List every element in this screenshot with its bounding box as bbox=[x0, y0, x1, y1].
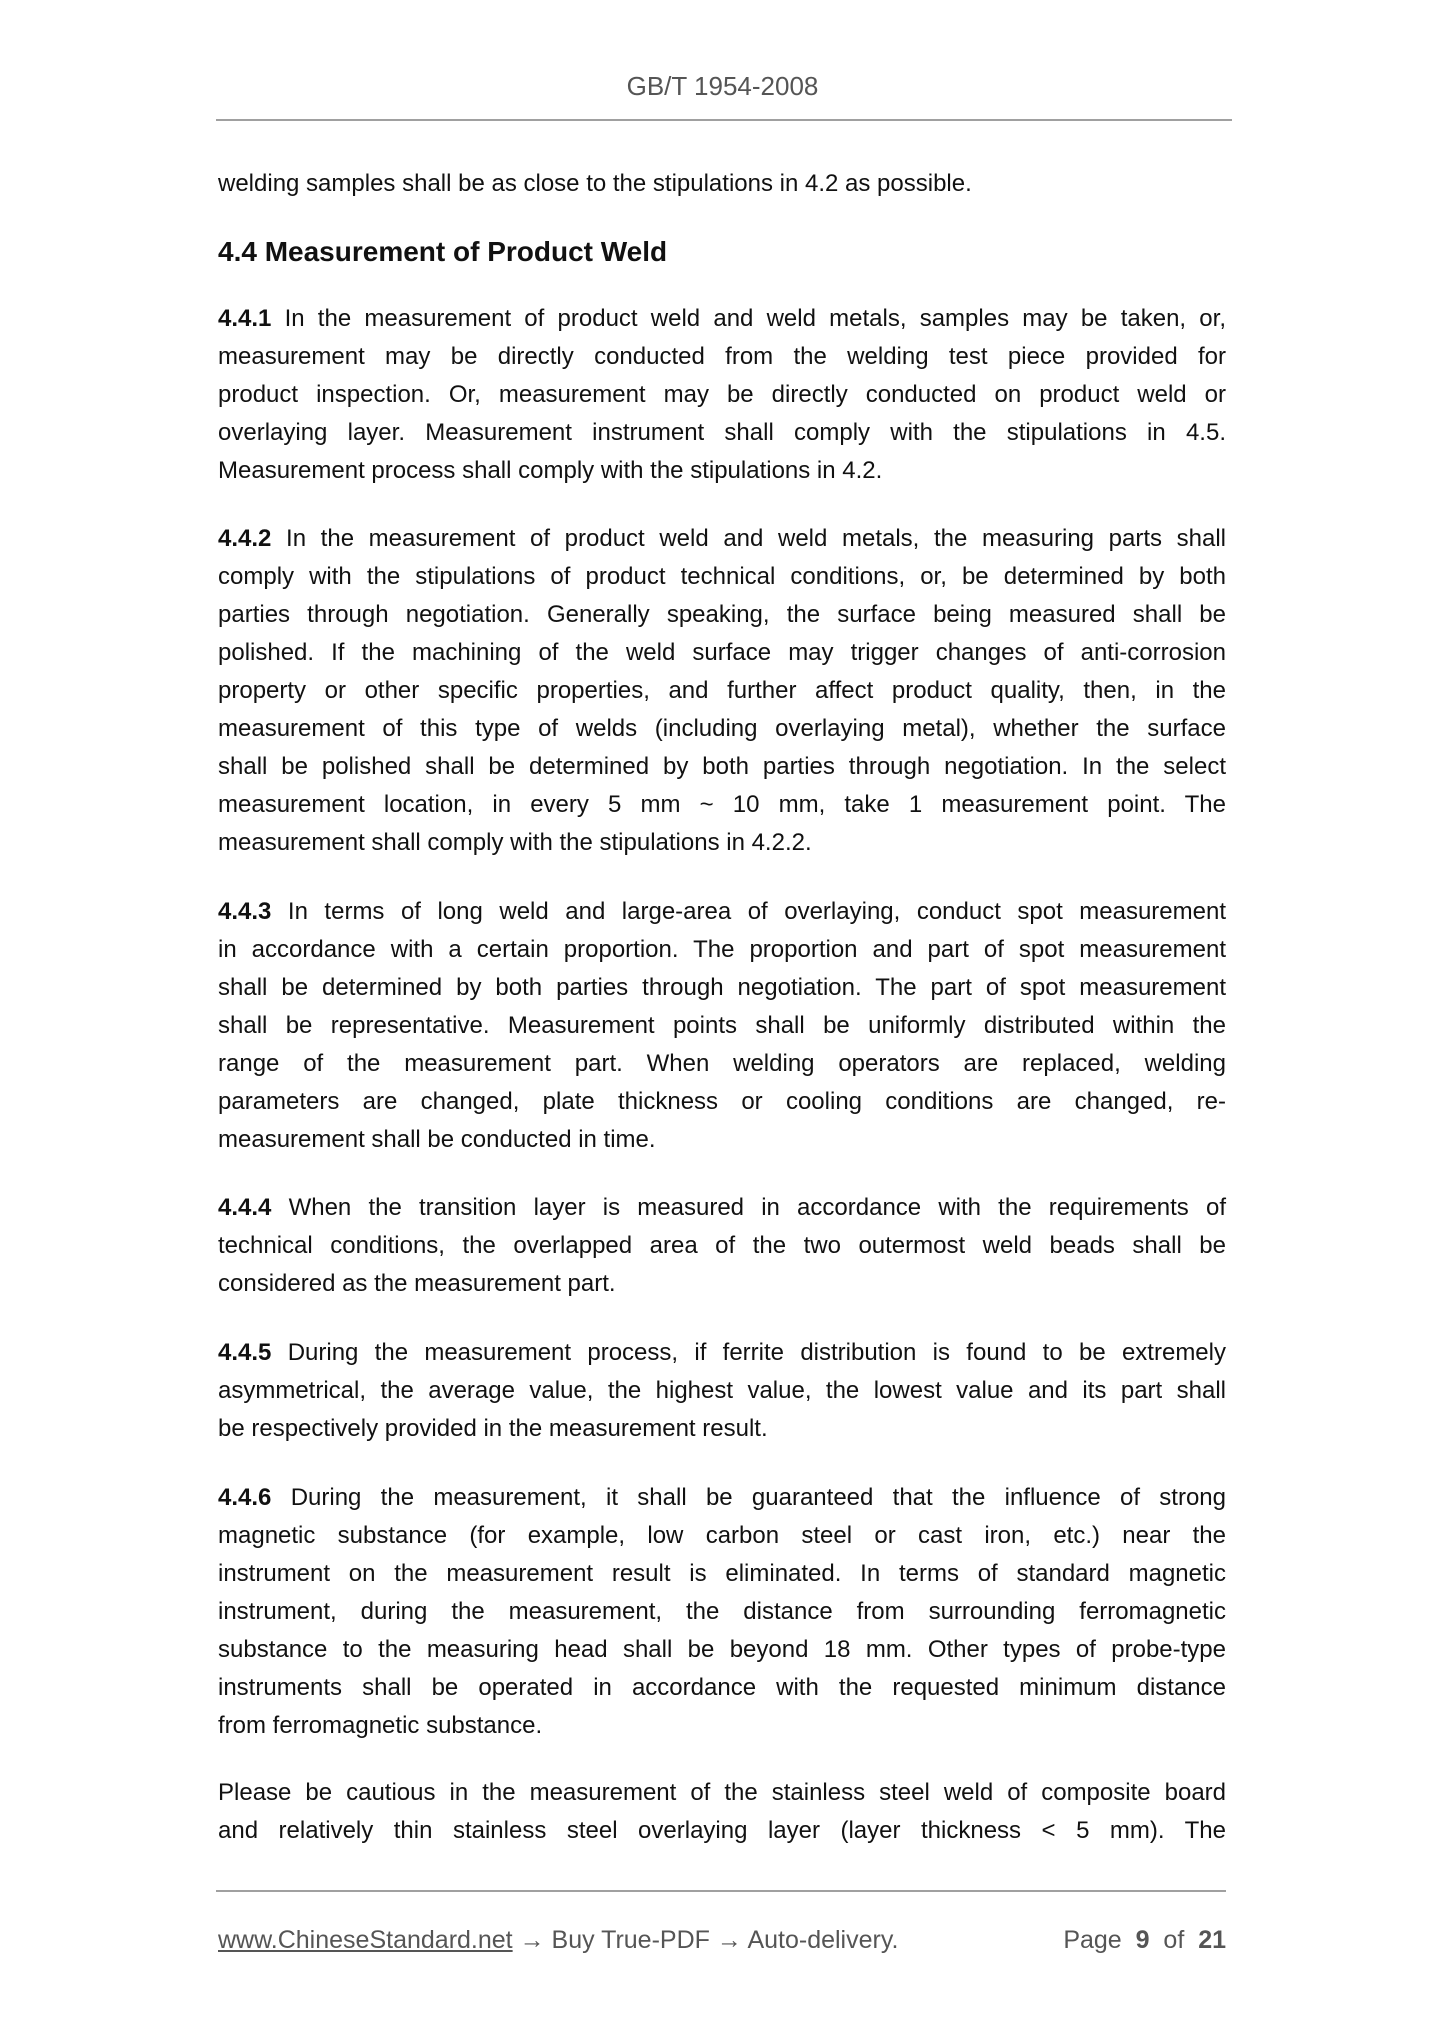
clause-number: 4.4.6 bbox=[218, 1484, 272, 1511]
text-line: 4.4.3 In terms of long weld and large-area of overlaying, conduct spot measurement bbox=[218, 898, 1226, 925]
text-line: substance to the measuring head shall be beyond 18 mm. Other types of probe-type bbox=[218, 1636, 1226, 1663]
text-line: instrument, during the measurement, the distance from surrounding ferromagnetic bbox=[218, 1598, 1226, 1625]
text-line: technical conditions, the overlapped area of the two outermost weld beads shall be bbox=[218, 1232, 1226, 1259]
text-line: Measurement process shall comply with the stipulations in 4.2. bbox=[218, 457, 883, 484]
text-line: welding samples shall be as close to the stipulations in 4.2 as possible. bbox=[218, 170, 972, 197]
text-line: instrument on the measurement result is eliminated. In terms of standard magnetic bbox=[218, 1560, 1226, 1587]
text-line: in accordance with a certain proportion. The proportion and part of spot measurement bbox=[218, 936, 1226, 963]
page-label: Page bbox=[1063, 1926, 1122, 1954]
text-line: parameters are changed, plate thickness or cooling conditions are changed, re- bbox=[218, 1088, 1226, 1115]
arrow-right-icon: → bbox=[716, 1926, 742, 1954]
text-line: measurement shall comply with the stipulations in 4.2.2. bbox=[218, 829, 812, 856]
clause-4-4-6 bbox=[218, 1479, 1226, 1745]
text-line: magnetic substance (for example, low carbon steel or cast iron, etc.) near the bbox=[218, 1522, 1226, 1549]
text-line: measurement may be directly conducted from the welding test piece provided for bbox=[218, 343, 1226, 370]
total-pages: 21 bbox=[1198, 1926, 1226, 1954]
buy-pdf-text: Buy True-PDF bbox=[551, 1926, 710, 1954]
text-line: 4.4.6 During the measurement, it shall be guaranteed that the influence of strong bbox=[218, 1484, 1226, 1511]
intro-paragraph bbox=[218, 165, 1226, 203]
clause-number: 4.4.2 bbox=[218, 525, 272, 552]
clause-number: 4.4.1 bbox=[218, 305, 272, 332]
text-line: from ferromagnetic substance. bbox=[218, 1712, 543, 1739]
text-line: measurement of this type of welds (including overlaying metal), whether the surface bbox=[218, 715, 1226, 742]
text-line: product inspection. Or, measurement may be directly conducted on product weld or bbox=[218, 381, 1226, 408]
text-line: shall be polished shall be determined by both parties through negotiation. In the select bbox=[218, 753, 1226, 780]
text-line: considered as the measurement part. bbox=[218, 1270, 616, 1297]
text-line: and relatively thin stainless steel overlaying layer (layer thickness < 5 mm). The bbox=[218, 1817, 1226, 1844]
text-line: shall be representative. Measurement points shall be uniformly distributed within the bbox=[218, 1012, 1226, 1039]
clause-4-4-5 bbox=[218, 1334, 1226, 1448]
page-footer bbox=[218, 1922, 1226, 1958]
text-line: comply with the stipulations of product technical conditions, or, be determined by both bbox=[218, 563, 1226, 590]
website-link[interactable]: www.ChineseStandard.net bbox=[218, 1926, 513, 1954]
arrow-right-icon: → bbox=[519, 1926, 545, 1954]
text-line: 4.4.5 During the measurement process, if ferrite distribution is found to be extremely bbox=[218, 1339, 1226, 1366]
clause-number: 4.4.4 bbox=[218, 1194, 272, 1221]
text-line: Please be cautious in the measurement of the stainless steel weld of composite board bbox=[218, 1779, 1226, 1806]
text-line: measurement location, in every 5 mm ~ 10 mm, take 1 measurement point. The bbox=[218, 791, 1226, 818]
text-line: measurement shall be conducted in time. bbox=[218, 1126, 656, 1153]
clause-4-4-4 bbox=[218, 1189, 1226, 1303]
section-heading: 4.4 Measurement of Product Weld bbox=[218, 236, 668, 267]
text-line: property or other specific properties, and further affect product quality, then, in the bbox=[218, 677, 1226, 704]
text-line: instruments shall be operated in accordance with the requested minimum distance bbox=[218, 1674, 1226, 1701]
text-line: overlaying layer. Measurement instrument shall comply with the stipulations in 4.5. bbox=[218, 419, 1226, 446]
page-of-label: of bbox=[1163, 1926, 1185, 1954]
footer-divider bbox=[216, 1890, 1226, 1892]
clause-number: 4.4.5 bbox=[218, 1339, 272, 1366]
text-line: parties through negotiation. Generally speaking, the surface being measured shall be bbox=[218, 601, 1226, 628]
text-line: 4.4.2 In the measurement of product weld and weld metals, the measuring parts shall bbox=[218, 525, 1226, 552]
text-line: 4.4.1 In the measurement of product weld and weld metals, samples may be taken, or, bbox=[218, 305, 1226, 332]
text-line: shall be determined by both parties through negotiation. The part of spot measurement bbox=[218, 974, 1226, 1001]
clause-number: 4.4.3 bbox=[218, 898, 272, 925]
clause-4-4-3 bbox=[218, 893, 1226, 1159]
text-line: polished. If the machining of the weld surface may trigger changes of anti-corrosion bbox=[218, 639, 1226, 666]
text-line: 4.4.4 When the transition layer is measured in accordance with the requirements of bbox=[218, 1194, 1226, 1221]
clause-4-4-2 bbox=[218, 520, 1226, 862]
page-indicator bbox=[1063, 1922, 1226, 1958]
auto-delivery-text: Auto-delivery. bbox=[747, 1926, 899, 1954]
text-line: asymmetrical, the average value, the highest value, the lowest value and its part shall bbox=[218, 1377, 1226, 1404]
text-line: range of the measurement part. When welding operators are replaced, welding bbox=[218, 1050, 1226, 1077]
clause-4-4-1 bbox=[218, 300, 1226, 490]
caution-paragraph bbox=[218, 1774, 1226, 1850]
current-page: 9 bbox=[1135, 1926, 1150, 1954]
document-code: GB/T 1954-2008 bbox=[626, 71, 819, 101]
header-divider bbox=[216, 119, 1232, 121]
text-line: be respectively provided in the measurement result. bbox=[218, 1415, 768, 1442]
